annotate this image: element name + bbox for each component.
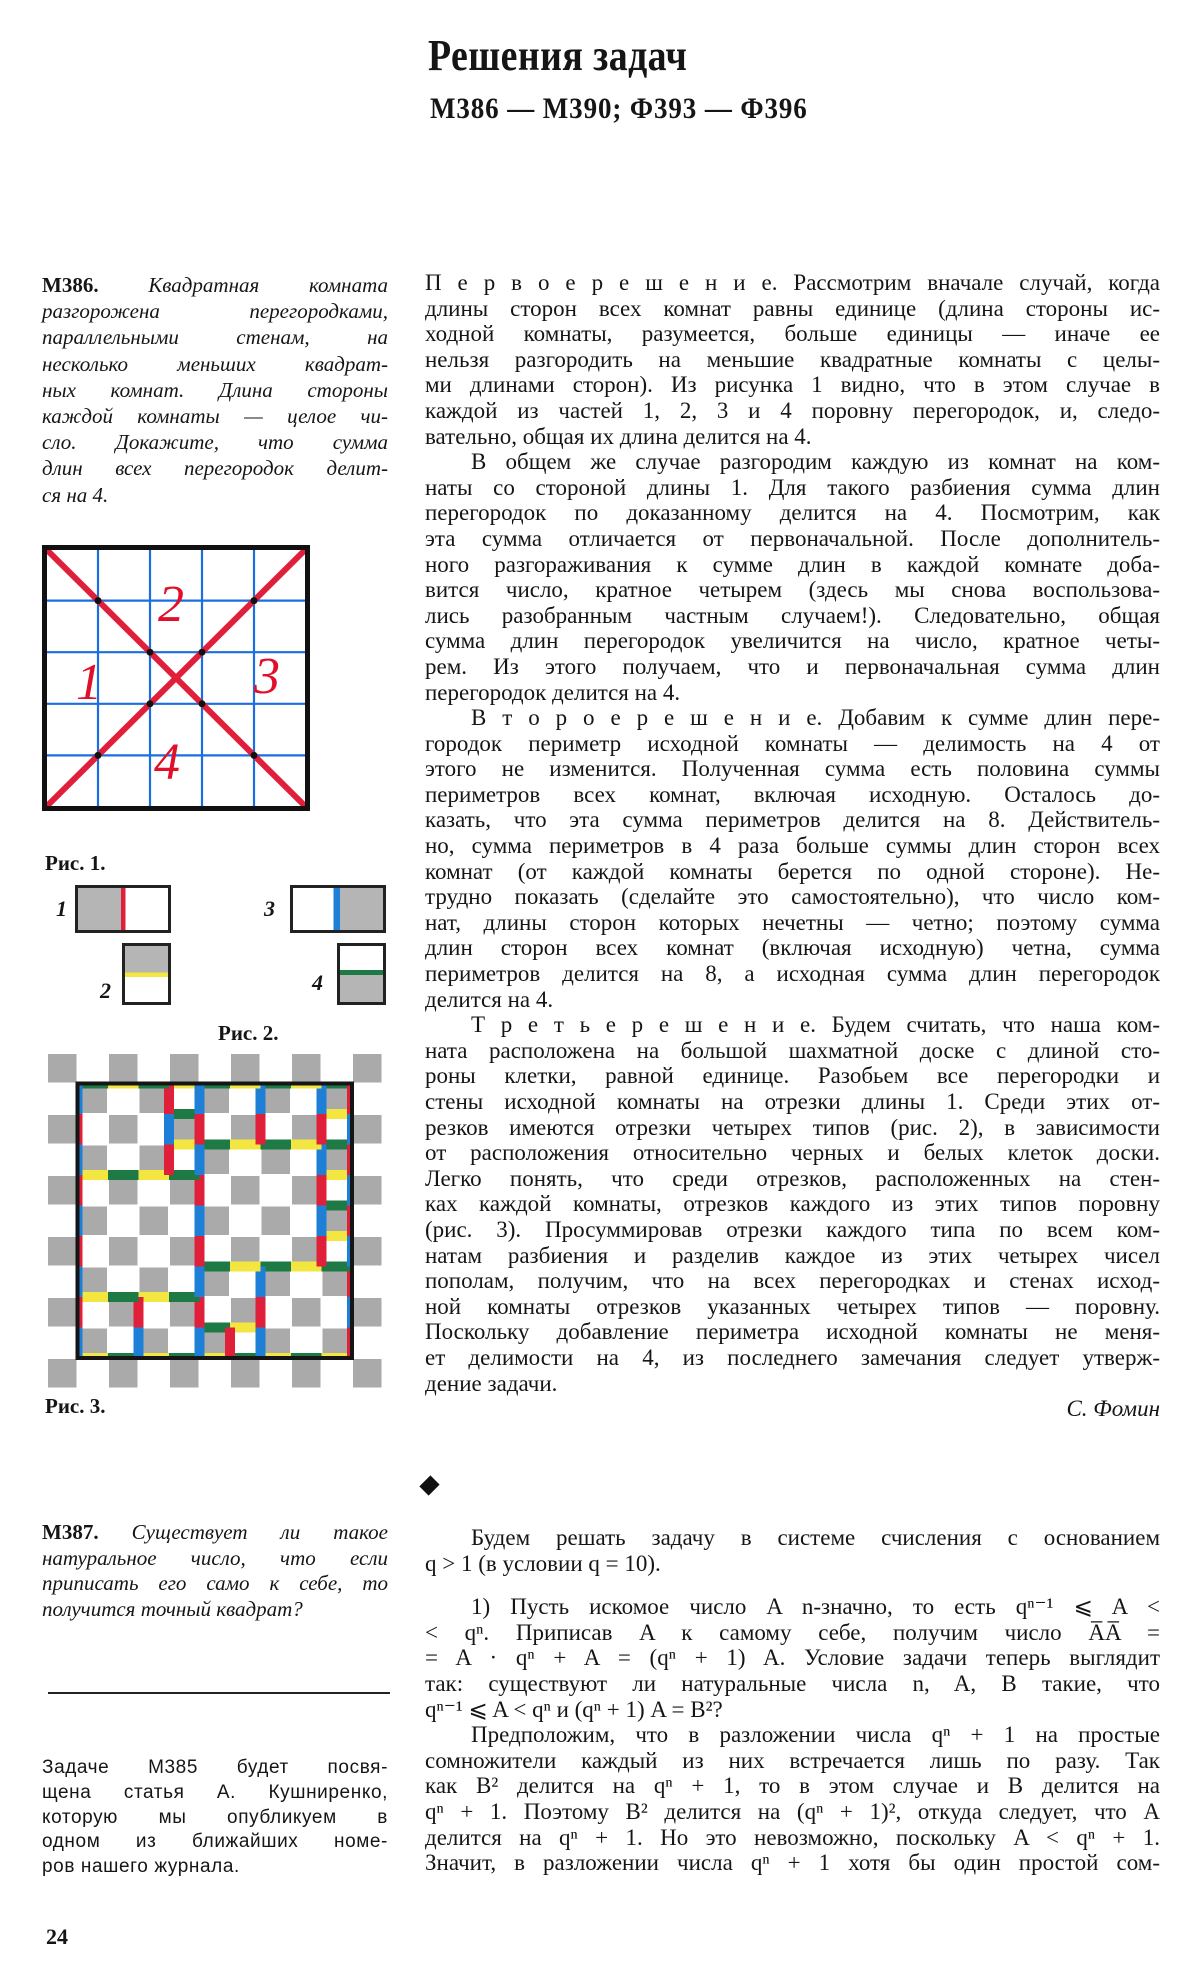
board-cell-dark [323,1207,352,1236]
wall-segment-top [322,1267,353,1272]
text-line: сомножители каждый из них встречается лишь по разу. Так [425,1747,1160,1773]
wall-segment-left [200,1236,205,1267]
wall-segment-right [195,1236,200,1267]
text-line [42,272,388,298]
line-text: каждой комнаты — целое чи- [42,403,388,428]
board-cell-dark [170,1237,199,1266]
segment-type-3 [290,885,386,933]
fig2-label-3: 3 [264,896,275,921]
wall-segment-left [322,1114,327,1145]
text-line: Т р е т ь е р е ш е н и е. Будем считать, что наша ком- [471,1012,1160,1038]
line-text: натуральное число, что если [42,1545,388,1570]
text-line [42,429,388,455]
text-line: делится на 4. [425,986,554,1012]
figure-3-chessboard [47,1053,383,1389]
text-line: = A · qⁿ + A = (qⁿ + 1) A. Условие задачи теперь выглядит [425,1645,1160,1671]
board-cell-dark [48,1359,77,1388]
paragraph [425,449,1160,705]
problem-m386 [42,272,388,508]
wall-segment-right [317,1114,322,1145]
text-line: нат, длины сторон которых нечетны — четно; поэтому сумма [425,909,1160,935]
board-cell-dark [292,1298,321,1327]
text-line: от расположения относительно черных и белых клеток доски. [425,1140,1160,1166]
wall-segment-left [200,1206,205,1237]
text-line: ров нашего журнала. [42,1856,240,1878]
text-line: перегородок делится на 4. [425,679,681,705]
fig1-label-1: 1 [76,654,102,711]
fig1-caption: Рис. 1. [45,851,106,875]
board-cell-dark [79,1329,108,1358]
intersection-dot [147,649,154,656]
wall-segment-bottom [139,1292,170,1297]
wall-segment-left [230,1328,235,1359]
wall-segment-left [200,1114,205,1145]
wall-segment-left [261,1297,266,1328]
wall-segment-left [322,1084,327,1115]
text-line [42,351,388,377]
board-cell-dark [109,1054,138,1083]
text-line: Предположим, что в разложении числа qⁿ + 1 на простые [471,1722,1160,1748]
board-cell-dark [140,1146,169,1175]
line-text: ся на 4. [42,482,109,507]
board-cell-dark [201,1207,230,1236]
wall-segment-bottom [230,1262,261,1267]
wall-segment-top [108,1297,139,1302]
board-cell-dark [48,1115,77,1144]
solution-m387 [425,1525,1160,1876]
text-line: городок периметр исходной комнаты — делимость на 4 от [425,730,1160,756]
board-cell-dark [292,1237,321,1266]
text-line: пополам, получим, что на всех перегородках и стенах исход- [425,1268,1160,1294]
board-cell-dark [48,1054,77,1083]
board-cell-dark [140,1268,169,1297]
wall-segment-right [317,1206,322,1237]
text-line: вательно, общая их длина делится на 4. [425,423,812,449]
wall-segment-left [200,1267,205,1298]
board-cell-dark [262,1146,291,1175]
board-cell-dark [79,1268,108,1297]
wall-segment-top [261,1145,292,1150]
board-cell-dark [292,1115,321,1144]
board-cell-dark [201,1268,230,1297]
text-line: одном из ближайших номе- [42,1831,388,1853]
fig2-label-2: 2 [100,978,111,1003]
line-text: Существует ли такое [131,1520,389,1544]
page-subtitle: М386 — М390; Ф393 — Ф396 [430,92,808,125]
board-cell-dark [140,1329,169,1358]
wall-segment-top [108,1175,139,1180]
wall-segment-top [169,1297,200,1302]
text-line: < qⁿ. Приписав A к самому себе, получим число A̅A̅ = [425,1619,1160,1645]
wall-segment-right [195,1328,200,1359]
text-line: эта сумма отличается от первоначальной. После дополнитель- [425,525,1160,551]
wall-segment-bottom [108,1170,139,1175]
board-cell-dark [262,1207,291,1236]
wall-segment-top [291,1267,322,1272]
fig1-label-2: 2 [158,576,184,633]
board-cell-dark [140,1207,169,1236]
intersection-dot [199,700,206,707]
line-text: приписать его само к себе, то [42,1571,388,1596]
board-cell-dark [79,1146,108,1175]
text-line: qⁿ⁻¹ ⩽ A < qⁿ и (qⁿ + 1) A = B²? [425,1696,723,1722]
wall-segment-right [317,1236,322,1267]
board-cell-dark [170,1054,199,1083]
text-line: 1) Пусть искомое число A n-значно, то есть qⁿ⁻¹ ⩽ A < [471,1594,1160,1620]
figure-1 [42,545,310,811]
wall-segment-right [134,1328,139,1359]
fig3-caption: Рис. 3. [45,1394,106,1418]
text-line [42,1520,388,1546]
text-line: перегородок по доказанному делится на 4. Посмотрим, как [425,500,1160,526]
board-cell-dark [323,1268,352,1297]
board-cell-dark [353,1237,382,1266]
text-line: Задаче М385 будет посвя- [42,1757,388,1778]
board-cell-dark [353,1115,382,1144]
wall-segment-bottom [108,1292,139,1297]
wall-segment-left [169,1114,174,1145]
text-line: роны клетки, равной единице. Разобьем все перегородки и [425,1063,1160,1089]
paragraph [425,1722,1160,1876]
problem-number: М387. [42,1520,99,1544]
text-line [42,455,388,481]
board-cell-dark [231,1237,260,1266]
author-signature: С. Фомин [1066,1396,1160,1422]
board-cell-dark [262,1329,291,1358]
wall-segment-right [164,1145,169,1176]
line-text: ных комнат. Длина стороны [42,377,388,402]
text-line: ного разгораживания к сумме длин в каждой комнате доба- [425,551,1160,577]
text-line: длин сторон всех комнат (включая исходную) четна, сумма [425,935,1160,961]
board-cell-dark [231,1298,260,1327]
text-line: рем. Из этого получаем, что и первоначальная сумма длин [425,653,1160,679]
paragraph [425,705,1160,1012]
board-cell-dark [48,1237,77,1266]
text-line [42,1571,388,1597]
board-cell-dark [109,1237,138,1266]
text-line: (рис. 3). Просуммировав отрезки каждого типа по всем ком- [425,1216,1160,1242]
fig1-label-4: 4 [154,734,180,791]
line-text: Квадратная комната [148,273,388,297]
board-cell-dark [48,1298,77,1327]
line-text: длин всех перегородок делит- [42,456,388,481]
text-line: сумма длин перегородок увеличится на число, кратное четы- [425,628,1160,654]
text-line: Значит, в разложении числа qⁿ + 1 хотя бы один простой сом- [425,1850,1160,1876]
wall-segment-left [200,1175,205,1206]
text-line: Будем решать задачу в системе счисления с основанием [471,1525,1160,1550]
text-line: натам разбиения и разделив каждое из этих четырех чисел [425,1242,1160,1268]
intersection-dot [147,700,154,707]
text-line: резков имеются отрезки четырех типов (рис. 2), в зависимости [425,1114,1160,1140]
board-cell-dark [109,1359,138,1388]
text-line: ет делимости на 4, из последнего замечания следует утверж- [425,1344,1160,1370]
text-line: Легко понять, что среди отрезков, расположенных на стен- [425,1165,1160,1191]
board-cell-dark [201,1146,230,1175]
board-cell-dark [262,1268,291,1297]
problem-m387 [42,1520,388,1622]
text-line: qⁿ + 1. Поэтому B² делится на (qⁿ + 1)², откуда следует, что A [425,1798,1160,1824]
intersection-dot [95,752,102,759]
board-cell-dark [79,1085,108,1114]
text-line: длины сторон всех комнат равны единице (длина стороны ис- [425,295,1160,321]
board-cell-dark [140,1085,169,1114]
board-cell-dark [231,1176,260,1205]
wall-segment-left [261,1328,266,1359]
board-cell-dark [231,1359,260,1388]
intersection-dot [95,597,102,604]
board-cell-dark [323,1329,352,1358]
wall-segment-left [261,1114,266,1145]
text-line [42,324,388,350]
board-cell-dark [109,1115,138,1144]
wall-segment-top [291,1145,322,1150]
board-cell-dark [170,1298,199,1327]
wall-segment-left [200,1297,205,1328]
wall-segment-top [169,1175,200,1180]
wall-segment-right [195,1145,200,1176]
text-line [42,482,388,508]
text-line: ната расположена на большой шахматной доске с длиной сто- [425,1037,1160,1063]
wall-segment-left [261,1084,266,1115]
wall-segment-left [139,1297,144,1328]
board-cell-dark [323,1085,352,1114]
wall-segment-left [261,1267,266,1298]
wall-segment-right [195,1267,200,1298]
text-line: ной комнаты отрезков указанных четырех типов — поровну. [425,1293,1160,1319]
board-cell-dark [353,1359,382,1388]
text-line: делится на qⁿ + 1. Но это невозможно, поскольку A < qⁿ + 1. [425,1824,1160,1850]
solution-m386 [425,270,1160,1422]
text-line: этого не изменится. Полученная сумма есть половина суммы [425,756,1160,782]
wall-segment-left [139,1328,144,1359]
text-line: каждой из частей 1, 2, 3 и 4 поровну перегородок, и, следо- [425,397,1160,423]
text-line: q > 1 (в условии q = 10). [425,1550,661,1576]
wall-segment-right [256,1114,261,1145]
line-text: несколько меньших квадрат- [42,351,388,376]
intersection-dot [251,597,258,604]
board-cell-dark [109,1176,138,1205]
wall-segment-left [200,1145,205,1176]
text-line [42,403,388,429]
text-line: нельзя разгородить на меньшие квадратные комнаты с целы- [425,346,1160,372]
intersection-dot [251,752,258,759]
board-cell-dark [292,1176,321,1205]
diamond-separator-icon [419,1475,439,1495]
text-line: В т о р о е р е ш е н и е. Добавим к сумме длин пере- [471,705,1160,731]
wall-segment-left [200,1084,205,1115]
line-text: параллельными стенам, на [42,325,388,350]
segment-type-1 [75,885,171,933]
text-line: щена статья А. Кушниренко, [42,1781,388,1803]
board-cell-dark [353,1176,382,1205]
text-line: Поскольку добавление периметра исходной комнаты не меня- [425,1319,1160,1345]
segment-type-2 [122,943,171,1005]
text-line: стены исходной комнаты на отрезки длины 1. Среди этих от- [425,1089,1160,1114]
text-line: казать, что эта сумма периметров делится на 8. Действитель- [425,807,1160,833]
text-line: ми длинами сторон). Из рисунка 1 видно, что в этом случае в [425,372,1160,398]
fig2-label-4: 4 [312,970,323,995]
board-cell-dark [109,1298,138,1327]
wall-segment-left [322,1175,327,1206]
text-line: ходной комнаты, разумеется, больше единицы — иначе ее [425,321,1160,347]
text-line: периметров всех комнат, включая исходную. Осталось до- [425,781,1160,807]
paragraph [425,1594,1160,1722]
wall-segment-left [322,1145,327,1176]
board-cell-dark [231,1115,260,1144]
board-cell-dark [231,1054,260,1083]
board-cell-dark [170,1359,199,1388]
text-line [42,377,388,403]
editorial-note [42,1756,388,1880]
segment-type-4 [337,943,386,1005]
text-line: которую мы опубликуем в [42,1806,388,1828]
text-line: ках каждой комнаты, отрезков каждого из этих типов поровну [425,1191,1160,1217]
wall-segment-left [322,1206,327,1237]
problem-number: М386. [42,273,99,297]
text-line: но, сумма периметров в 4 раза больше суммы длин сторон всех [425,833,1160,859]
text-line: П е р в о е р е ш е н и е. Рассмотрим вначале случай, когда [425,270,1160,295]
board-cell-dark [353,1054,382,1083]
line-text: сло. Докажите, что сумма [42,430,388,455]
line-text: получится точный квадрат? [42,1596,303,1621]
wall-segment-left [169,1084,174,1115]
board-cell-dark [170,1176,199,1205]
text-line: так: существуют ли натуральные числа n, A, B такие, что [425,1670,1160,1696]
text-line: трудно показать (сделайте это самостоятельно), что число ком- [425,884,1160,910]
divider-line [48,1692,390,1694]
text-line [42,1597,388,1623]
board-cell-dark [353,1298,382,1327]
text-line: комнат (от каждой комнаты берется по одной стороне). Не- [425,858,1160,884]
line-text: разгорожена перегородками, [42,299,388,324]
paragraph [425,1525,1160,1576]
wall-segment-left [169,1145,174,1176]
wall-segment-right [195,1206,200,1237]
wall-segment-right [164,1114,169,1145]
board-cell-dark [48,1176,77,1205]
wall-segment-right [225,1328,230,1359]
wall-segment-right [256,1297,261,1328]
fig1-label-3: 3 [254,648,280,705]
text-line: дение задачи. [425,1370,558,1396]
paragraph [425,270,1160,449]
board-cell-dark [292,1054,321,1083]
wall-segment-right [256,1328,261,1359]
wall-segment-right [317,1175,322,1206]
wall-segment-right [195,1084,200,1115]
board-cell-dark [79,1207,108,1236]
board-cell-dark [201,1085,230,1114]
wall-segment-left [200,1328,205,1359]
intersection-dot [199,649,206,656]
text-line: наты со стороной длины 1. Для такого разбиения сумма длин [425,474,1160,500]
board-cell-dark [262,1085,291,1114]
text-line: лись разобранным частным случаем!). Следовательно, общая [425,602,1160,628]
board-cell-dark [323,1146,352,1175]
figure-3 [47,1053,383,1389]
wall-segment-left [322,1236,327,1267]
fig2-caption: Рис. 2. [218,1021,279,1045]
text-line: периметров делится на 8, а исходная сумма длин перегородок [425,961,1160,987]
page-number: 24 [46,1924,68,1949]
wall-segment-top [139,1175,170,1180]
wall-segment-bottom [261,1262,292,1267]
board-cell-dark [292,1359,321,1388]
page-title: Решения задач [428,31,688,80]
text-line: вится число, кратное четырем (здесь мы снова воспользова- [425,577,1160,603]
text-line [42,1546,388,1572]
board-cell-dark [201,1329,230,1358]
wall-segment-right [195,1114,200,1145]
text-line [42,298,388,324]
text-line: В общем же случае разгородим каждую из комнат на ком- [471,449,1160,475]
wall-segment-top [230,1267,261,1272]
fig2-label-1: 1 [56,896,67,921]
board-cell-dark [170,1115,199,1144]
paragraph [425,1012,1160,1396]
wall-segment-top [230,1145,261,1150]
text-line: как B² делится на qⁿ + 1, то в этом случае и B делится на [425,1773,1160,1799]
